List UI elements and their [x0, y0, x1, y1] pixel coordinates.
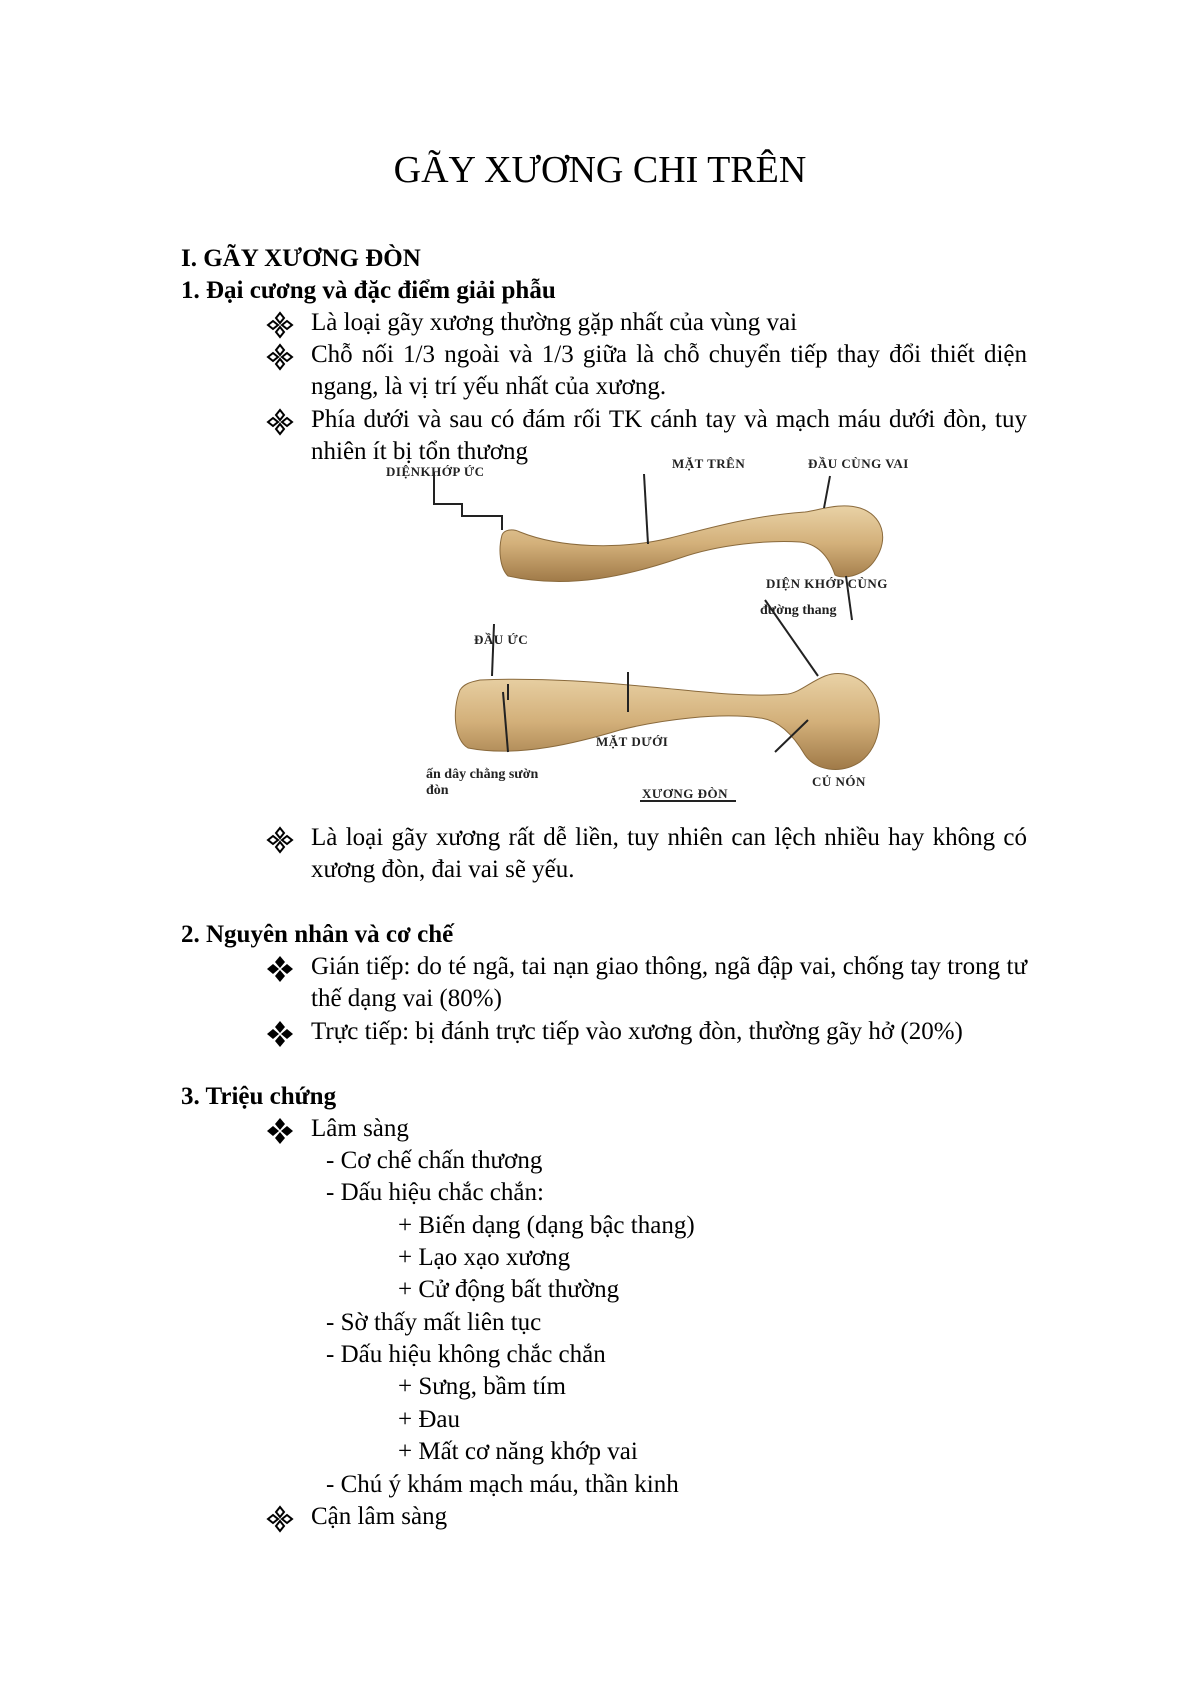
list-item: - Chú ý khám mạch máu, thần kinh: [326, 1471, 679, 1498]
clavicle-figure: [386, 456, 980, 810]
four-diamond-outline-icon: [266, 1505, 294, 1533]
four-diamond-outline-icon: [266, 343, 294, 371]
label-cu-non: CỦ NÓN: [812, 774, 866, 789]
subsection-heading-3: 3. Triệu chứng: [181, 1083, 337, 1110]
four-diamond-filled-icon: [266, 1117, 294, 1145]
page-title: GÃY XƯƠNG CHI TRÊN: [393, 149, 807, 191]
list-item: - Sờ thấy mất liên tục: [326, 1309, 542, 1336]
list-item: + Đau: [398, 1406, 460, 1433]
section-heading: I. GÃY XƯƠNG ĐÒN: [181, 245, 421, 272]
bullet-text: Lâm sàng: [311, 1115, 409, 1142]
label-an-day-chang-2: đòn: [426, 783, 449, 798]
subsection-heading-1: 1. Đại cương và đặc điểm giải phẫu: [181, 277, 556, 304]
bullet-text: Là loại gãy xương rất dễ liền, tuy nhiên can lệch nhiều hay không có xương đòn, đai vai sẽ yếu.: [311, 824, 1027, 883]
bullet-text: Phía dưới và sau có đám rối TK cánh tay và mạch máu dưới đòn, tuy nhiên ít bị tổn thương: [311, 406, 1027, 465]
bullet-text: Chỗ nối 1/3 ngoài và 1/3 giữa là chỗ chuyển tiếp thay đổi thiết diện ngang, là vị trí yếu nhất của xương.: [311, 341, 1027, 400]
list-item: - Dấu hiệu không chắc chắn: [326, 1341, 606, 1368]
clavicle-top-view: [500, 506, 883, 582]
list-item: + Biến dạng (dạng bậc thang): [398, 1212, 695, 1239]
label-dau-cung-vai: ĐẦU CÙNG VAI: [808, 456, 909, 471]
bullet-text: Là loại gãy xương thường gặp nhất của vùng vai: [311, 309, 798, 336]
label-dien-khop-uc: DIỆNKHỚP ỨC: [386, 464, 485, 479]
list-item: - Cơ chế chấn thương: [326, 1147, 543, 1174]
four-diamond-outline-icon: [266, 826, 294, 854]
list-item: + Sưng, bầm tím: [398, 1373, 566, 1400]
figure-caption: XƯƠNG ĐÒN: [642, 786, 728, 801]
bullet-text: Trực tiếp: bị đánh trực tiếp vào xương đòn, thường gãy hở (20%): [311, 1018, 963, 1045]
clavicle-bottom-view: [455, 674, 879, 770]
four-diamond-outline-icon: [266, 311, 294, 339]
label-duong-thang: đường thang: [760, 603, 837, 618]
four-diamond-outline-icon: [266, 408, 294, 436]
label-mat-duoi: MẶT DƯỚI: [596, 734, 669, 749]
four-diamond-filled-icon: [266, 1020, 294, 1048]
four-diamond-filled-icon: [266, 955, 294, 983]
label-dien-khop-cung: DIỆN KHỚP CÙNG: [766, 576, 888, 591]
label-an-day-chang: ấn dây chằng sườn: [426, 767, 539, 782]
subsection-heading-2: 2. Nguyên nhân và cơ chế: [181, 921, 454, 948]
list-item: + Cử động bất thường: [398, 1276, 620, 1303]
list-item: + Mất cơ năng khớp vai: [398, 1438, 638, 1465]
label-dau-uc: ĐẦU ỨC: [474, 632, 529, 647]
label-mat-tren: MẶT TRÊN: [672, 456, 746, 471]
list-item: - Dấu hiệu chắc chắn:: [326, 1179, 544, 1206]
bullet-text: Cận lâm sàng: [311, 1503, 448, 1530]
bullet-text: Gián tiếp: do té ngã, tai nạn giao thông, ngã đập vai, chống tay trong tư thế dạng vai (80%): [311, 953, 1027, 1012]
list-item: + Lạo xạo xương: [398, 1244, 571, 1271]
